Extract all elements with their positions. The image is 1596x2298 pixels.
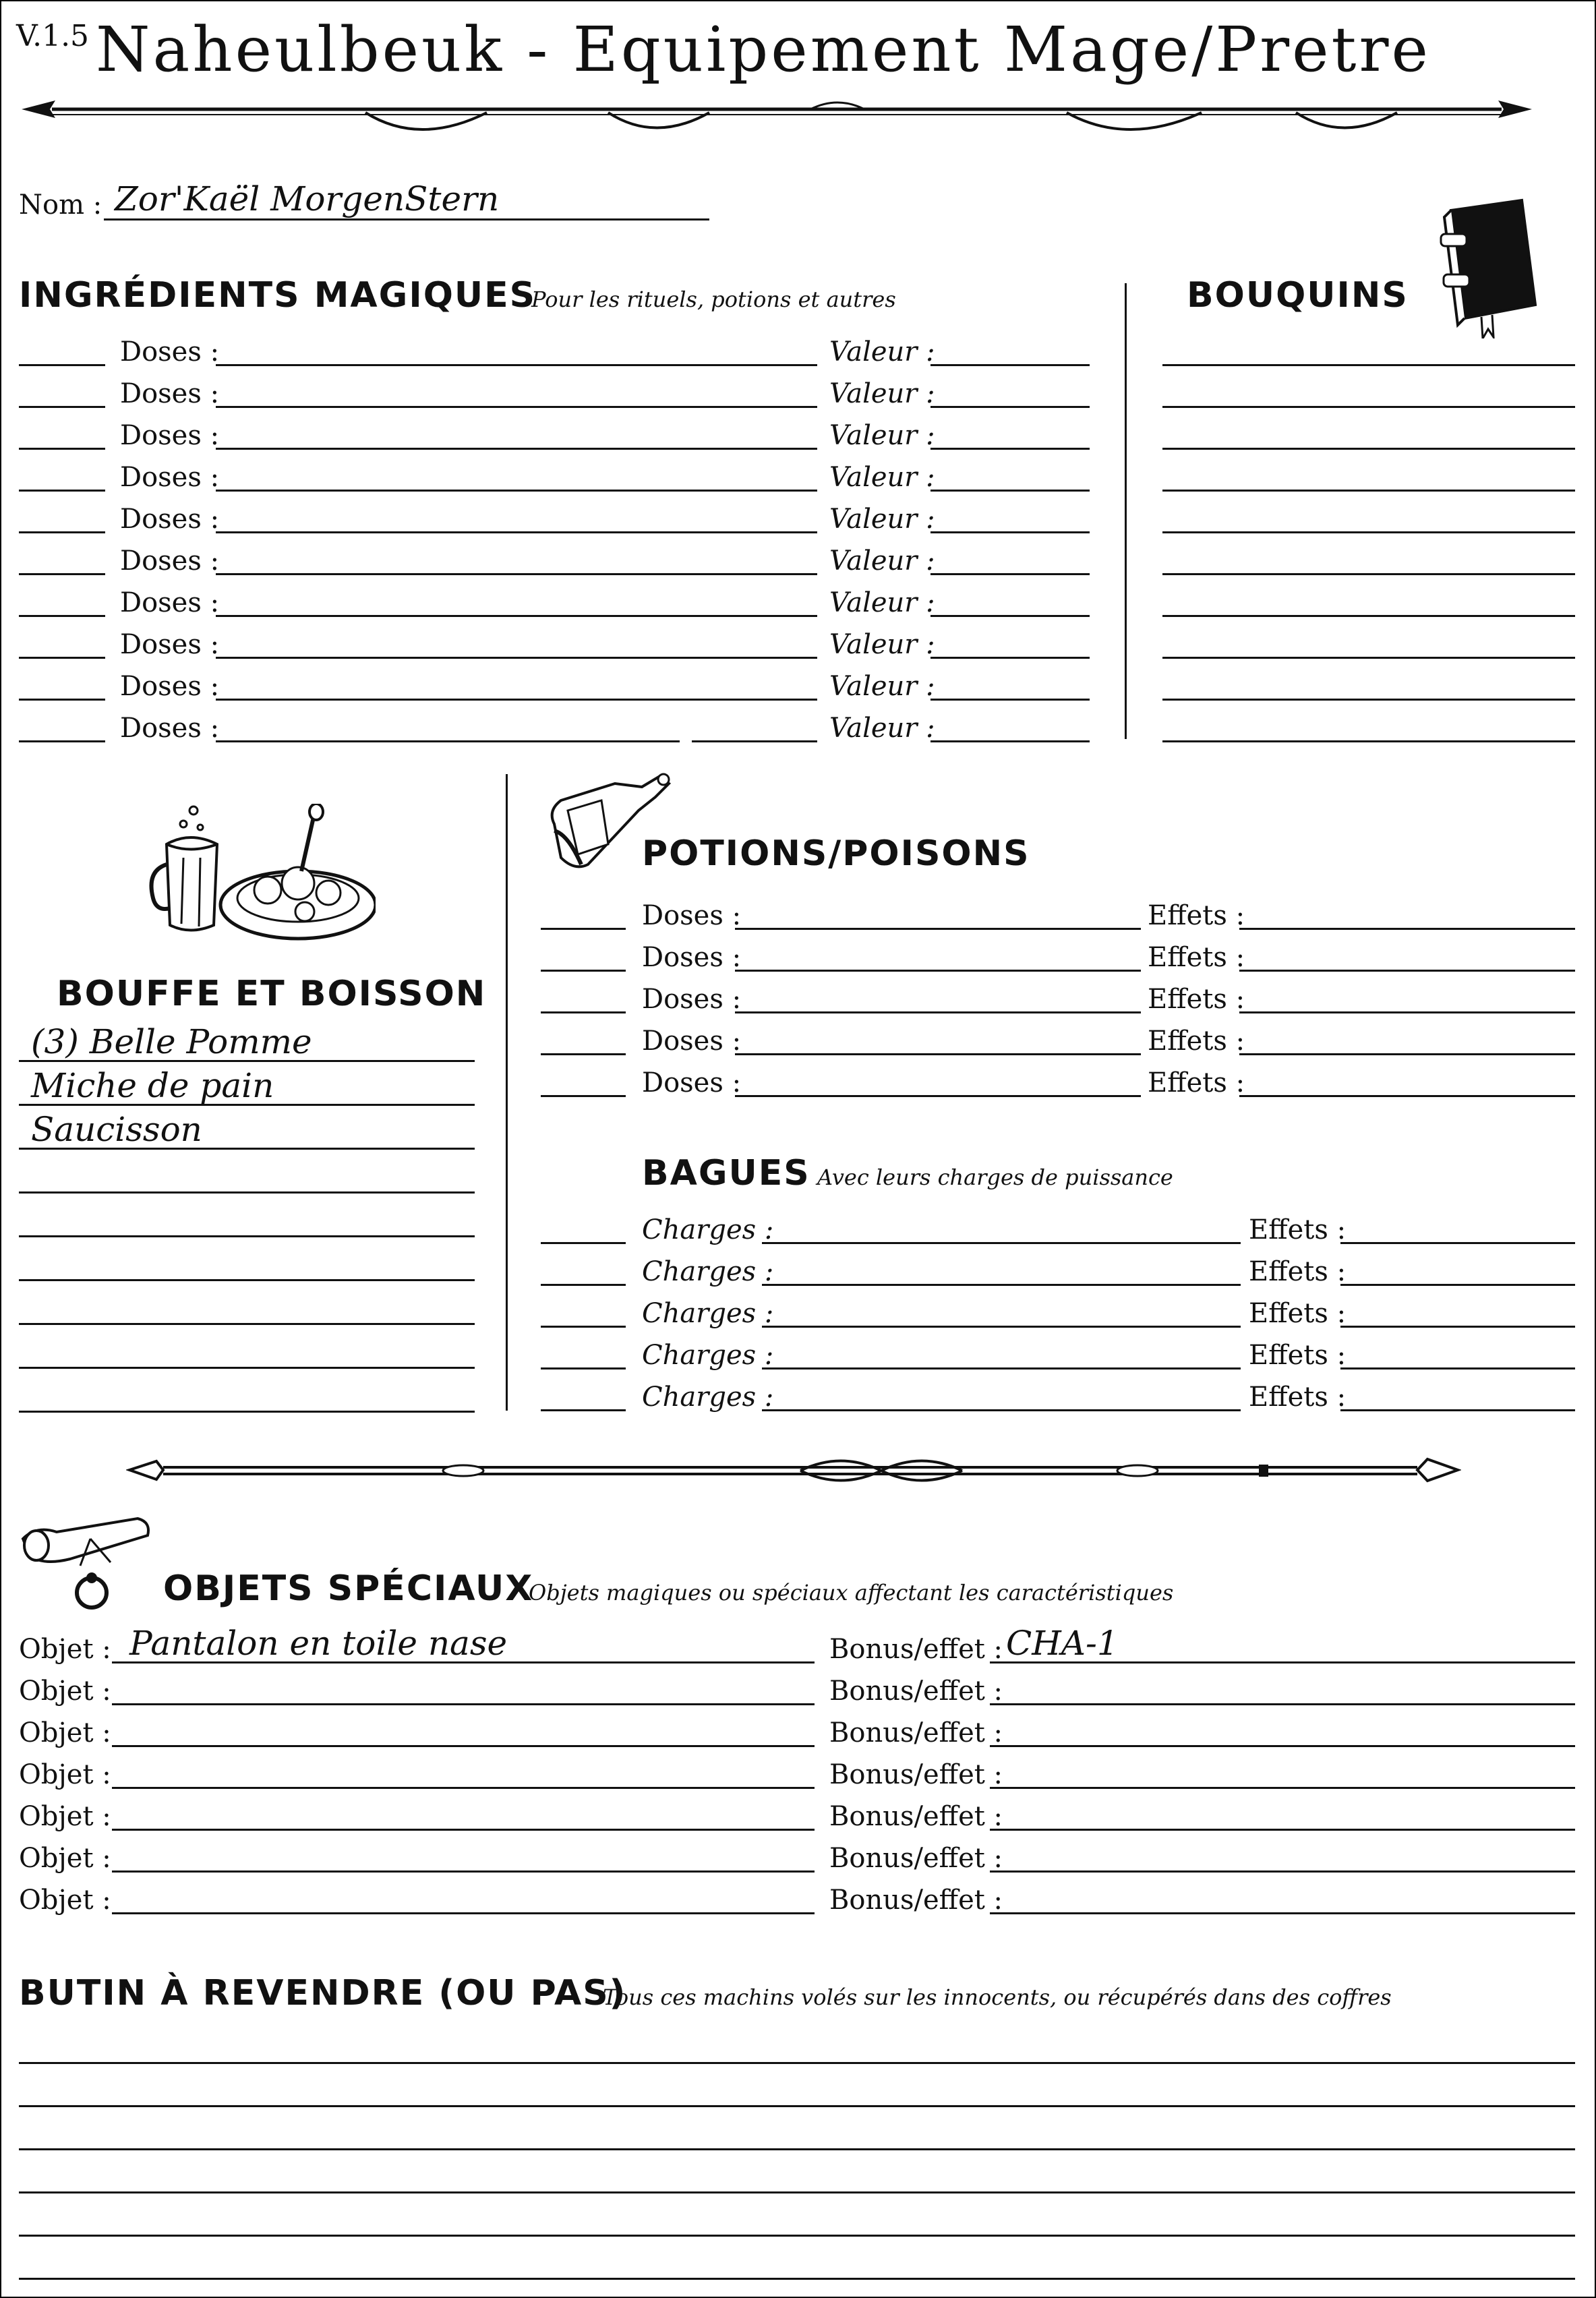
potion-name-field[interactable] [735,1053,1141,1055]
food-item[interactable]: (3) Belle Pomme [31,1022,312,1061]
bonus-label: Bonus/effet : [829,1843,1003,1874]
value-label: Valeur : [829,504,935,535]
bonus-label: Bonus/effet : [829,1759,1003,1790]
rings-subtitle: Avec leurs charges de puissance [817,1165,1173,1190]
ingredient-name-field[interactable] [216,448,817,450]
character-name[interactable]: Zor'Kaël MorgenStern [115,179,500,218]
ingredient-name-field[interactable] [216,740,680,742]
value-label: Valeur : [829,378,935,409]
charges-label: Charges : [642,1256,774,1287]
ingredients-title: INGRÉDIENTS MAGIQUES [19,275,537,316]
column-separator [506,774,508,1411]
bonus-field[interactable] [990,1870,1575,1873]
doses-label: Doses : [642,984,742,1015]
ring-quantity-field[interactable] [541,1409,626,1411]
object-label: Objet : [19,1634,111,1665]
ring-name-field[interactable] [762,1284,1241,1286]
name-label: Nom : [19,189,102,220]
doses-label: Doses : [120,629,220,660]
ingredient-name-field[interactable] [216,699,817,701]
ingredient-quantity-field[interactable] [19,657,105,659]
ring-effect-field[interactable] [1340,1326,1575,1328]
potion-name-field[interactable] [735,970,1141,972]
food-entry-line[interactable] [19,1279,475,1281]
ring-name-field[interactable] [762,1242,1241,1244]
ingredient-value-field[interactable] [930,531,1090,533]
potion-quantity-field[interactable] [541,970,626,972]
ingredient-name-field[interactable] [216,615,817,617]
page-title: Naheulbeuk - Equipement Mage/Pretre [96,13,1431,86]
food-title: BOUFFE ET BOISSON [57,974,487,1014]
ingredient-value-field[interactable] [930,740,1090,742]
ingredient-name-field[interactable] [216,573,817,575]
value-label: Valeur : [829,629,935,660]
book-entry-field[interactable] [1162,490,1575,492]
potion-name-field[interactable] [735,1011,1141,1013]
object-label: Objet : [19,1759,111,1790]
doses-label: Doses : [642,900,742,931]
ring-quantity-field[interactable] [541,1242,626,1244]
object-field[interactable] [112,1829,815,1831]
food-entry-line[interactable] [19,1104,475,1106]
charges-label: Charges : [642,1382,774,1413]
value-label: Valeur : [829,546,935,577]
object-field[interactable] [112,1661,815,1663]
book-entry-field[interactable] [1162,657,1575,659]
doses-label: Doses : [120,671,220,702]
scroll-ring-icon [16,1512,158,1613]
book-entry-field[interactable] [1162,615,1575,617]
book-entry-field[interactable] [1162,699,1575,701]
doses-label: Doses : [120,336,220,367]
ring-name-field[interactable] [762,1409,1241,1411]
charges-label: Charges : [642,1298,774,1329]
ingredient-name-field[interactable] [216,364,817,366]
staff-divider-icon [126,1444,1461,1498]
food-entry-line[interactable] [19,1191,475,1194]
loot-title: BUTIN À REVENDRE (OU PAS) [19,1973,627,2013]
doses-label: Doses : [642,942,742,973]
effects-label: Effets : [1148,1026,1245,1057]
ingredient-quantity-field[interactable] [19,699,105,701]
potion-quantity-field[interactable] [541,928,626,930]
potion-quantity-field[interactable] [541,1011,626,1013]
charges-label: Charges : [642,1340,774,1371]
loot-entry-line[interactable] [19,2235,1575,2237]
effects-label: Effets : [1249,1340,1347,1371]
effects-label: Effets : [1148,984,1245,1015]
ring-name-field[interactable] [762,1367,1241,1369]
book-entry-field[interactable] [1162,740,1575,742]
bonus-label: Bonus/effet : [829,1676,1003,1707]
effects-label: Effets : [1249,1256,1347,1287]
potion-effect-field[interactable] [1239,970,1575,972]
bonus-label: Bonus/effet : [829,1885,1003,1916]
potion-name-field[interactable] [735,1095,1141,1097]
ingredient-value-field[interactable] [930,573,1090,575]
bonus-label: Bonus/effet : [829,1717,1003,1748]
potions-title: POTIONS/POISONS [642,833,1030,874]
ingredient-name-field[interactable] [692,740,817,742]
doses-label: Doses : [120,587,220,618]
object-label: Objet : [19,1843,111,1874]
object-label: Objet : [19,1676,111,1707]
special-objects-subtitle: Objets magiques ou spéciaux affectant les caractéristiques [529,1580,1174,1605]
object-label: Objet : [19,1801,111,1832]
food-drink-icon [140,804,376,945]
potion-quantity-field[interactable] [541,1095,626,1097]
ingredient-name-field[interactable] [216,406,817,408]
ring-effect-field[interactable] [1340,1367,1575,1369]
ingredient-value-field[interactable] [930,615,1090,617]
bonus-value[interactable]: CHA-1 [1006,1624,1119,1663]
potion-name-field[interactable] [735,928,1141,930]
effects-label: Effets : [1148,900,1245,931]
ingredient-quantity-field[interactable] [19,364,105,366]
doses-label: Doses : [642,1026,742,1057]
food-entry-line[interactable] [19,1411,475,1413]
loot-entry-line[interactable] [19,2278,1575,2280]
loot-subtitle: Tous ces machins volés sur les innocents, ou récupérés dans des coffres [603,1984,1392,2010]
effects-label: Effets : [1249,1382,1347,1413]
books-title: BOUQUINS [1187,275,1409,316]
loot-entry-line[interactable] [19,2105,1575,2107]
potion-effect-field[interactable] [1239,1053,1575,1055]
ring-effect-field[interactable] [1340,1409,1575,1411]
bonus-field[interactable] [990,1829,1575,1831]
ingredient-quantity-field[interactable] [19,573,105,575]
ingredients-subtitle: Pour les rituels, potions et autres [531,287,896,312]
ingredient-quantity-field[interactable] [19,740,105,742]
loot-entry-line[interactable] [19,2148,1575,2150]
ingredient-quantity-field[interactable] [19,406,105,408]
potion-effect-field[interactable] [1239,928,1575,930]
object-label: Objet : [19,1885,111,1916]
ring-quantity-field[interactable] [541,1367,626,1369]
ingredient-value-field[interactable] [930,448,1090,450]
food-entry-line[interactable] [19,1367,475,1369]
book-entry-field[interactable] [1162,573,1575,575]
ring-effect-field[interactable] [1340,1242,1575,1244]
food-entry-line[interactable] [19,1148,475,1150]
bonus-field[interactable] [990,1912,1575,1914]
bonus-field[interactable] [990,1661,1575,1663]
value-label: Valeur : [829,713,935,744]
doses-label: Doses : [120,546,220,577]
ingredient-value-field[interactable] [930,406,1090,408]
object-field[interactable] [112,1745,815,1747]
doses-label: Doses : [642,1067,742,1098]
version-label: V.1.5 [16,19,90,53]
object-label: Objet : [19,1717,111,1748]
ring-effect-field[interactable] [1340,1284,1575,1286]
value-label: Valeur : [829,420,935,451]
ingredient-name-field[interactable] [216,657,817,659]
column-separator [1125,283,1127,739]
doses-label: Doses : [120,504,220,535]
book-icon [1434,197,1542,338]
bonus-label: Bonus/effet : [829,1634,1003,1665]
rings-title: BAGUES [642,1153,810,1194]
value-label: Valeur : [829,671,935,702]
ingredient-value-field[interactable] [930,699,1090,701]
object-field[interactable] [112,1787,815,1789]
bonus-field[interactable] [990,1787,1575,1789]
book-entry-field[interactable] [1162,406,1575,408]
bonus-label: Bonus/effet : [829,1801,1003,1832]
object-field[interactable] [112,1912,815,1914]
book-entry-field[interactable] [1162,364,1575,366]
value-label: Valeur : [829,462,935,493]
effects-label: Effets : [1249,1298,1347,1329]
doses-label: Doses : [120,378,220,409]
name-underline [104,218,709,220]
ingredient-name-field[interactable] [216,531,817,533]
food-entry-line[interactable] [19,1323,475,1325]
potion-quantity-field[interactable] [541,1053,626,1055]
food-entry-line[interactable] [19,1235,475,1237]
doses-label: Doses : [120,420,220,451]
special-objects-title: OBJETS SPÉCIAUX [163,1568,534,1609]
charges-label: Charges : [642,1214,774,1245]
loot-entry-line[interactable] [19,2062,1575,2064]
bonus-field[interactable] [990,1745,1575,1747]
food-item[interactable]: Saucisson [31,1110,202,1149]
ring-quantity-field[interactable] [541,1284,626,1286]
object-value[interactable]: Pantalon en toile nase [129,1624,508,1663]
doses-label: Doses : [120,713,220,744]
food-entry-line[interactable] [19,1060,475,1062]
ingredient-quantity-field[interactable] [19,615,105,617]
effects-label: Effets : [1148,1067,1245,1098]
book-entry-field[interactable] [1162,448,1575,450]
potion-effect-field[interactable] [1239,1011,1575,1013]
doses-label: Doses : [120,462,220,493]
object-field[interactable] [112,1703,815,1705]
effects-label: Effets : [1249,1214,1347,1245]
ingredient-value-field[interactable] [930,490,1090,492]
ingredient-name-field[interactable] [216,490,817,492]
bonus-field[interactable] [990,1703,1575,1705]
potion-effect-field[interactable] [1239,1095,1575,1097]
value-label: Valeur : [829,336,935,367]
ingredient-quantity-field[interactable] [19,448,105,450]
ring-quantity-field[interactable] [541,1326,626,1328]
spear-divider-icon [15,86,1539,146]
book-entry-field[interactable] [1162,531,1575,533]
object-field[interactable] [112,1870,815,1873]
food-item[interactable]: Miche de pain [31,1066,274,1105]
loot-entry-line[interactable] [19,2191,1575,2193]
ingredient-value-field[interactable] [930,657,1090,659]
ingredient-value-field[interactable] [930,364,1090,366]
ingredient-quantity-field[interactable] [19,490,105,492]
ingredient-quantity-field[interactable] [19,531,105,533]
value-label: Valeur : [829,587,935,618]
ring-name-field[interactable] [762,1326,1241,1328]
effects-label: Effets : [1148,942,1245,973]
